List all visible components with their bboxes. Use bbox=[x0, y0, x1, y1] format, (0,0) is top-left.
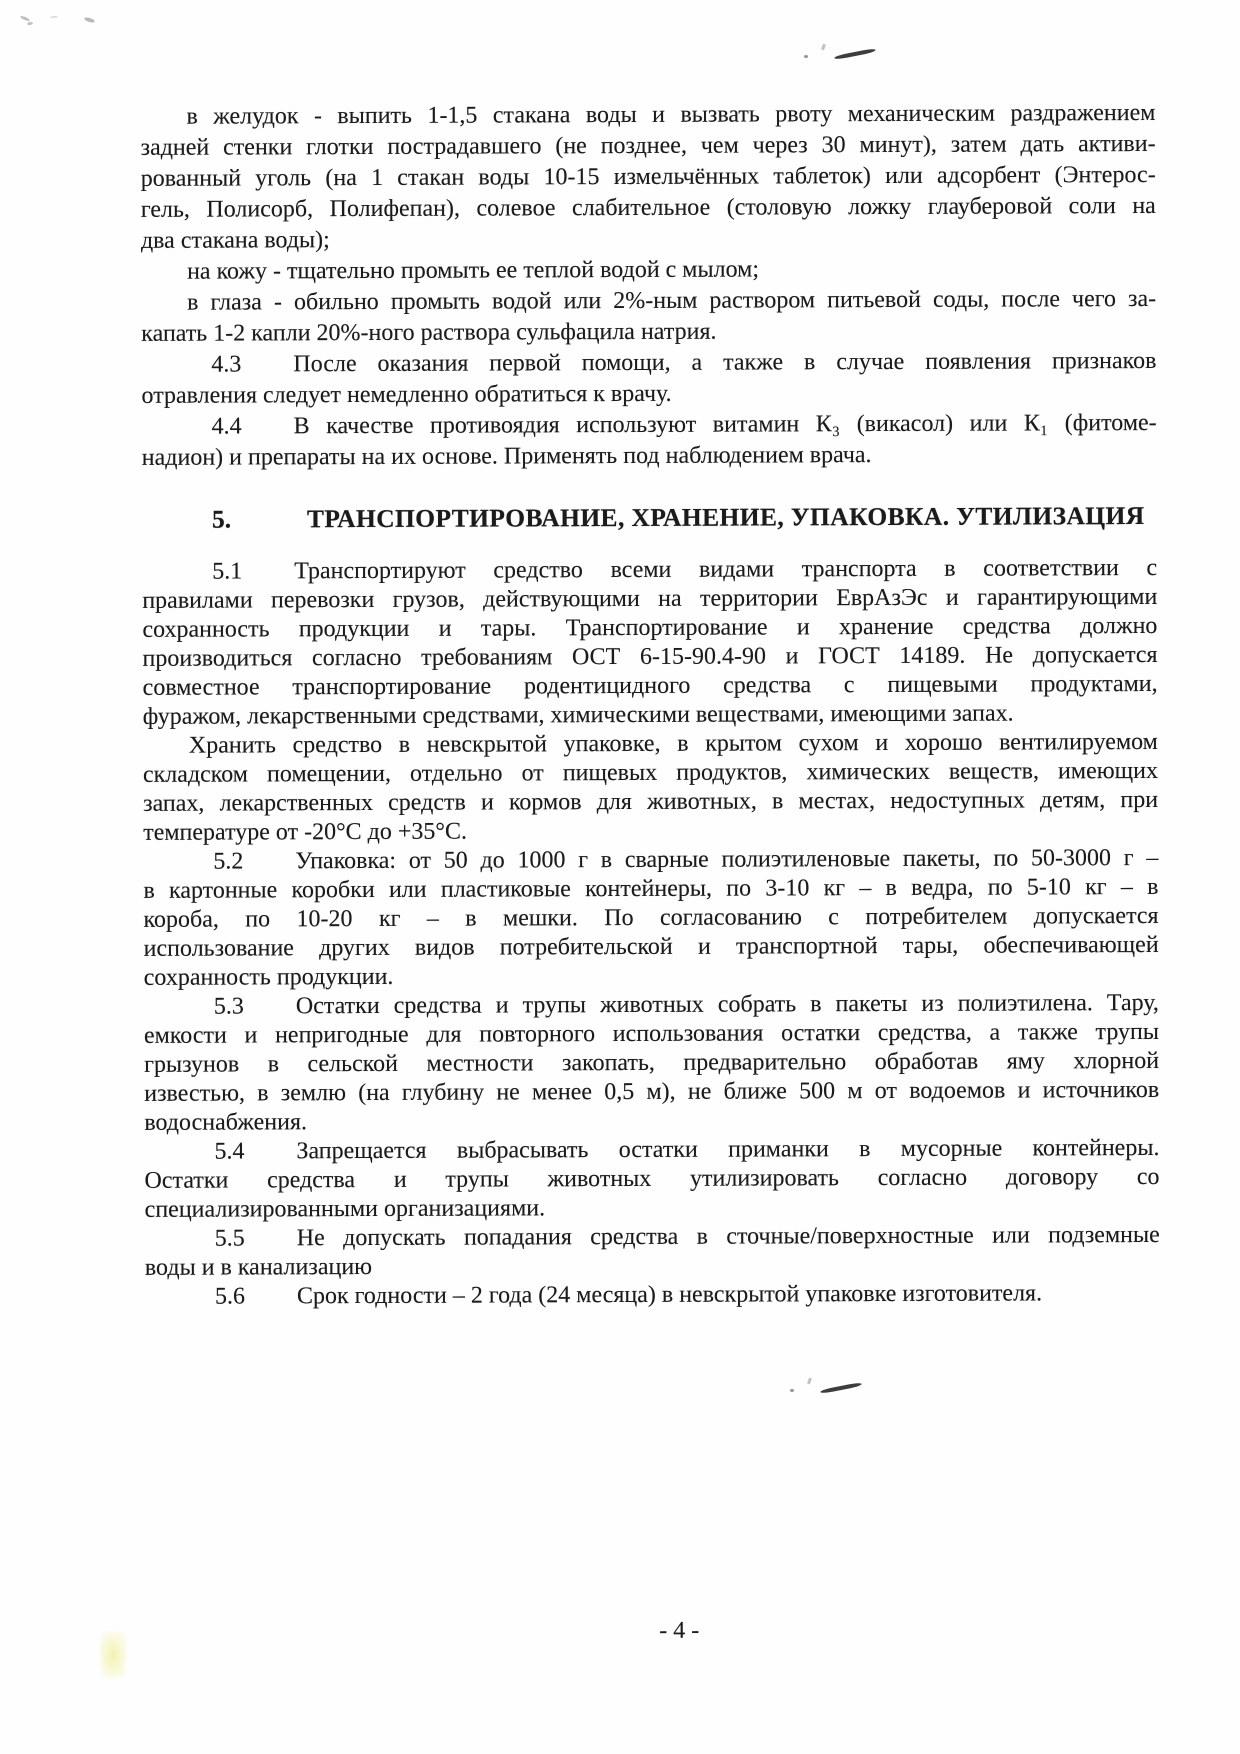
paragraph-clause-4-3 bbox=[141, 346, 1156, 412]
text-line: Хранить средство в невскрытой упаковке, в крытом сухом и хорошо вентилируемом bbox=[188, 728, 1158, 759]
paragraph-number: 5.1 bbox=[212, 558, 243, 585]
paragraph-clause-5-4 bbox=[144, 1134, 1159, 1225]
text-line: надион) и препараты на их основе. Применять под наблюдением врача. bbox=[141, 442, 872, 471]
text-line: 5.5 Не допускать попадания средства в сточные/поверхностные или подземные bbox=[214, 1221, 1160, 1252]
text-line: в картонные коробки или пластиковые контейнеры, по 3-10 кг – в ведра, по 5-10 кг – в bbox=[143, 873, 1159, 904]
text-line: отравления следует немедленно обратиться к врачу. bbox=[141, 380, 672, 409]
text-line: 4.4 В качестве противоядия используют витамин К₃ (викасол) или К₁ (фитоме- bbox=[142, 408, 1157, 443]
text-line: температуре от -20°С до +35°С. bbox=[143, 818, 468, 846]
paragraph-clause-5-5 bbox=[145, 1221, 1160, 1283]
paragraph-first-aid-stomach bbox=[140, 98, 1156, 257]
text-line: сохранность продукции. bbox=[143, 963, 394, 991]
paragraph-clause-5-1 bbox=[142, 554, 1158, 732]
text-line: два стакана воды); bbox=[140, 227, 330, 254]
text-line: короба, по 10-20 кг – в мешки. По согласованию с потребителем допускается bbox=[143, 902, 1159, 933]
text-line: сохранность продукции и тары. Транспортирование и хранение средства должно bbox=[142, 612, 1158, 643]
text-line: рованный уголь (на 1 стакан воды 10-15 измельчённых таблеток) или адсорбент (Энтерос- bbox=[140, 161, 1156, 192]
section-heading-number: 5. bbox=[211, 504, 232, 534]
paragraph-number: 5.5 bbox=[214, 1225, 245, 1252]
text-line: 5.2 Упаковка: от 50 до 1000 г в сварные полиэтиленовые пакеты, по 50-3000 г – bbox=[213, 844, 1159, 875]
text-line: производиться согласно требованиям ОСТ 6-15-90.4-90 и ГОСТ 14189. Не допускается bbox=[142, 641, 1158, 672]
text-line: 5.6 Срок годности – 2 года (24 месяца) в невскрытой упаковке изготовителя. bbox=[214, 1280, 1043, 1310]
section-heading-title: ТРАНСПОРТИРОВАНИЕ, ХРАНЕНИЕ, УПАКОВКА. УТИЛИЗАЦИЯ bbox=[306, 500, 1145, 534]
text-line: совместное транспортирование родентицидного средства с пищевыми продуктами, bbox=[142, 670, 1158, 701]
first-aid-section-text bbox=[140, 98, 1156, 474]
text-line: специализированными организациями. bbox=[144, 1195, 546, 1223]
paragraph-number: 5.3 bbox=[213, 993, 244, 1020]
text-line: в желудок - выпить 1-1,5 стакана воды и вызвать рвоту механическим раздражением bbox=[186, 99, 1156, 130]
paragraph-number: 5.2 bbox=[213, 848, 244, 875]
text-line: 5.1 Транспортируют средство всеми видами транспорта в соответствии с bbox=[212, 554, 1158, 585]
paragraph-storage-conditions bbox=[143, 728, 1158, 848]
page-number: - 4 - bbox=[659, 1617, 700, 1644]
section-heading bbox=[142, 498, 1157, 538]
paragraph-number: 4.3 bbox=[211, 351, 242, 378]
paragraph-first-aid-eyes bbox=[141, 284, 1156, 350]
text-line: на кожу - тщательно промыть ее теплой водой с мылом; bbox=[186, 256, 760, 285]
text-line: фуражом, лекарственными средствами, химическими веществами, имеющими запах. bbox=[142, 700, 1014, 730]
text-line: 5.4 Запрещается выбрасывать остатки приманки в мусорные контейнеры. bbox=[214, 1134, 1160, 1165]
document-body bbox=[140, 98, 1160, 1312]
paragraph-number: 5.4 bbox=[214, 1138, 245, 1165]
paragraph-clause-5-2 bbox=[143, 844, 1159, 993]
text-line: 5.3 Остатки средства и трупы животных собрать в пакеты из полиэтилена. Тару, bbox=[213, 989, 1159, 1020]
text-line: в глаза - обильно промыть водой или 2%-ным раствором питьевой соды, после чего за- bbox=[187, 285, 1157, 316]
text-line: емкости и непригодные для повторного использования остатки средства, а также трупы bbox=[143, 1018, 1160, 1049]
paragraph-number: 4.4 bbox=[211, 413, 242, 440]
transport-storage-section-text bbox=[142, 554, 1160, 1312]
paragraph-clause-5-3 bbox=[144, 989, 1160, 1138]
text-line: запах, лекарственных средств и кормов для животных, в местах, недоступных детям, при bbox=[143, 786, 1159, 817]
paragraph-number: 5.6 bbox=[214, 1283, 246, 1310]
paragraph-clause-4-4 bbox=[142, 408, 1157, 474]
paragraph-clause-5-6 bbox=[145, 1279, 1160, 1312]
text-line: воды и в канализацию bbox=[144, 1253, 373, 1281]
text-line: водоснабжения. bbox=[144, 1109, 308, 1136]
text-line: Остатки средства и трупы животных утилизировать согласно договору со bbox=[144, 1163, 1160, 1194]
text-line: известью, в землю (на глубину не менее 0,5 м), не ближе 500 м от водоемов и источников bbox=[144, 1076, 1160, 1107]
text-line: грызунов в сельской местности закопать, предварительно обработав яму хлорной bbox=[144, 1047, 1160, 1078]
text-line: складском помещении, отдельно от пищевых продуктов, химических веществ, имеющих bbox=[142, 757, 1159, 788]
text-line: задней стенки глотки пострадавшего (не позднее, чем через 30 минут), затем дать активи- bbox=[140, 130, 1156, 161]
text-line: 4.3 После оказания первой помощи, а также в случае появления признаков bbox=[141, 346, 1156, 381]
text-line: правилами перевозки грузов, действующими на территории ЕврАзЭс и гарантирующими bbox=[142, 583, 1158, 614]
text-line: использование других видов потребительской и транспортной тары, обеспечивающей bbox=[143, 931, 1159, 962]
text-line: гель, Полисорб, Полифепан), солевое слабительное (столовую ложку глауберовой соли на bbox=[140, 192, 1156, 223]
paragraph-first-aid-skin bbox=[141, 253, 1156, 288]
text-line: капать 1-2 капли 20%-ного раствора сульфацила натрия. bbox=[141, 318, 717, 347]
